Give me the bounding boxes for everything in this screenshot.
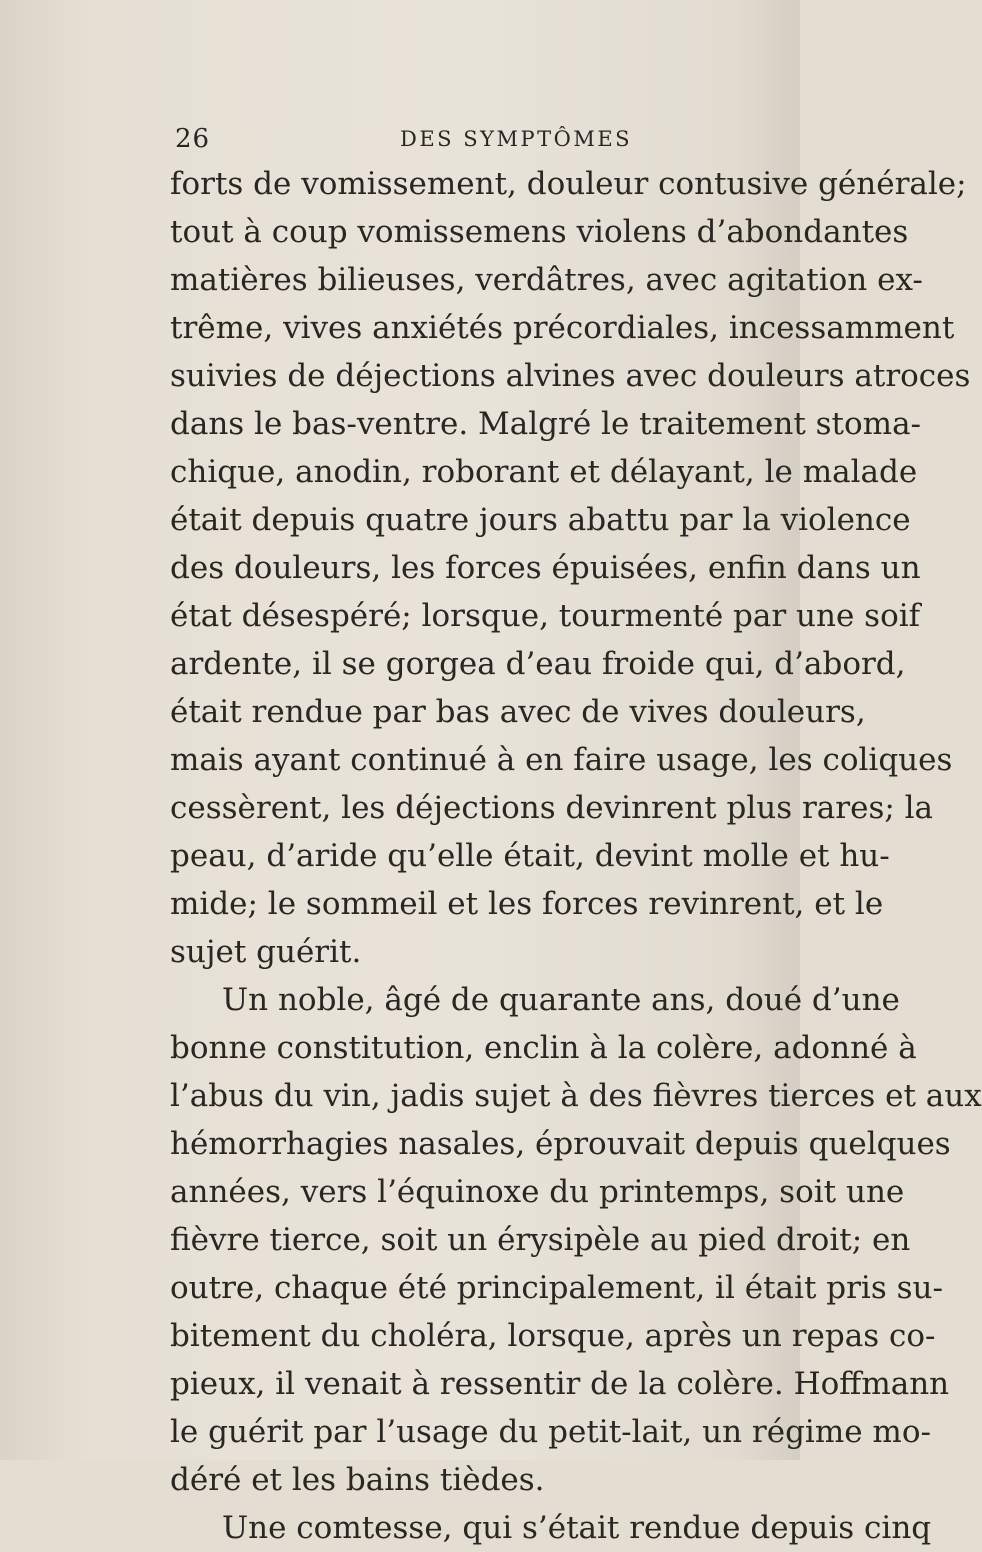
- text-line: le guérit par l’usage du petit-lait, un régime mo-: [170, 1414, 931, 1450]
- text-line: état désespéré; lorsque, tourmenté par une soif: [170, 598, 921, 634]
- text-line: chique, anodin, roborant et délayant, le malade: [170, 454, 918, 490]
- paragraph-end-line: sujet guérit.: [170, 934, 362, 970]
- text-line: mais ayant continué à en faire usage, les coliques: [170, 742, 953, 778]
- text-line: hémorrhagies nasales, éprouvait depuis quelques: [170, 1126, 951, 1162]
- text-line: pieux, il venait à ressentir de la colère. Hoffmann: [170, 1366, 950, 1402]
- paragraph-start-line: Une comtesse, qui s’était rendue depuis cinq: [222, 1510, 932, 1546]
- text-line: bitement du choléra, lorsque, après un repas co-: [170, 1318, 936, 1354]
- text-line: forts de vomissement, douleur contusive générale;: [170, 166, 967, 202]
- text-line: cessèrent, les déjections devinrent plus rares; la: [170, 790, 934, 826]
- text-line: années, vers l’équinoxe du printemps, soit une: [170, 1174, 905, 1210]
- text-line: tout à coup vomissemens violens d’abondantes: [170, 214, 909, 250]
- text-line: bonne constitution, enclin à la colère, adonné à: [170, 1030, 917, 1066]
- page-header: [175, 124, 735, 158]
- body-text: [170, 160, 982, 1552]
- text-line: l’abus du vin, jadis sujet à des fièvres tierces et aux: [170, 1078, 982, 1114]
- running-head: DES SYMPTÔMES: [400, 127, 633, 151]
- text-line: mide; le sommeil et les forces revinrent, et le: [170, 886, 884, 922]
- text-line: était depuis quatre jours abattu par la violence: [170, 502, 911, 538]
- text-line: trême, vives anxiétés précordiales, incessamment: [170, 310, 955, 346]
- text-line: dans le bas-ventre. Malgré le traitement stoma-: [170, 406, 922, 442]
- text-line: fièvre tierce, soit un érysipèle au pied droit; en: [170, 1222, 911, 1258]
- text-line: était rendue par bas avec de vives douleurs,: [170, 694, 866, 730]
- page-number: 26: [175, 124, 211, 154]
- text-line: peau, d’aride qu’elle était, devint molle et hu-: [170, 838, 890, 874]
- text-line: matières bilieuses, verdâtres, avec agitation ex-: [170, 262, 923, 298]
- text-line: outre, chaque été principalement, il était pris su-: [170, 1270, 943, 1306]
- paragraph-end-line: déré et les bains tièdes.: [170, 1462, 545, 1498]
- text-line: ardente, il se gorgea d’eau froide qui, d’abord,: [170, 646, 906, 682]
- paragraph-start-line: Un noble, âgé de quarante ans, doué d’une: [222, 982, 900, 1018]
- text-line: suivies de déjections alvines avec douleurs atroces: [170, 358, 971, 394]
- text-line: des douleurs, les forces épuisées, enfin dans un: [170, 550, 921, 586]
